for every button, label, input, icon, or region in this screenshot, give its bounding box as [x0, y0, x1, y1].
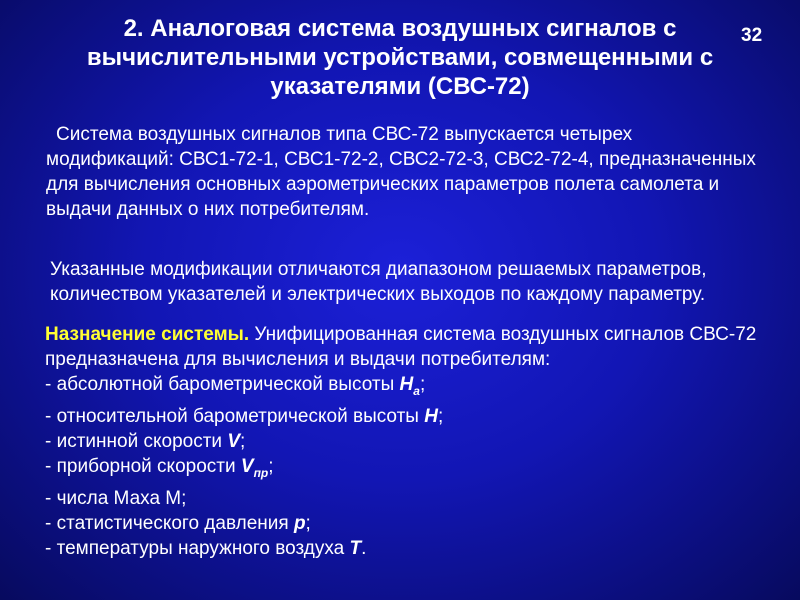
item-symbol: V	[227, 431, 240, 452]
item-suffix: ;	[240, 431, 246, 452]
slide-title: 2. Аналоговая система воздушных сигналов с вычислительными устройствами, совмещенными с указателями (СВС-72)	[86, 15, 714, 100]
list-item	[45, 486, 765, 511]
item-text: - числа Маха М;	[45, 488, 187, 509]
parameter-list	[45, 372, 765, 561]
item-suffix: ;	[268, 456, 274, 477]
item-text: - температуры наружного воздуха	[45, 538, 350, 559]
item-subscript: a	[413, 384, 420, 398]
item-text: - относительной барометрической высоты	[45, 406, 425, 427]
item-text: - приборной скорости	[45, 456, 241, 477]
item-symbol: H	[399, 374, 414, 395]
item-suffix: ;	[305, 513, 311, 534]
slide-number: 32	[741, 25, 763, 46]
list-item	[45, 429, 765, 454]
purpose-section	[45, 322, 765, 561]
purpose-text: Унифицированная система воздушных сигналов СВС-72 предназначена для вычисления и выдачи потребителям:	[45, 324, 757, 370]
intro-paragraph-rest: модификаций: СВС1-72-1, СВС1-72-2, СВС2-72-3, СВС2-72-4, предназначенных для вычисления основных аэрометрических параметров полета самолета и выдачи данных о них потребителям.	[46, 149, 756, 220]
item-suffix: ;	[437, 406, 444, 427]
intro-paragraph	[46, 122, 766, 222]
list-item	[45, 536, 765, 561]
list-item	[45, 372, 765, 404]
item-symbol: H	[424, 406, 438, 427]
item-text: - абсолютной барометрической высоты	[45, 374, 400, 395]
purpose-heading: Назначение системы.	[45, 324, 250, 345]
modifications-paragraph: Указанные модификации отличаются диапазоном решаемых параметров, количеством указателей и электрических выходов по каждому параметру.	[50, 259, 707, 305]
item-symbol: T	[349, 538, 362, 559]
item-symbol: V	[240, 456, 254, 477]
item-symbol: p	[293, 513, 306, 534]
intro-paragraph-first-line: Система воздушных сигналов типа СВС-72 выпускается четырех	[56, 124, 633, 145]
item-text: - истинной скорости	[45, 431, 228, 452]
item-subscript: пр	[253, 466, 269, 480]
item-text: - статистического давления	[45, 513, 294, 534]
list-item	[45, 511, 765, 536]
item-suffix: .	[361, 538, 367, 559]
list-item	[45, 404, 765, 429]
list-item	[45, 454, 765, 486]
item-suffix: ;	[419, 374, 426, 395]
